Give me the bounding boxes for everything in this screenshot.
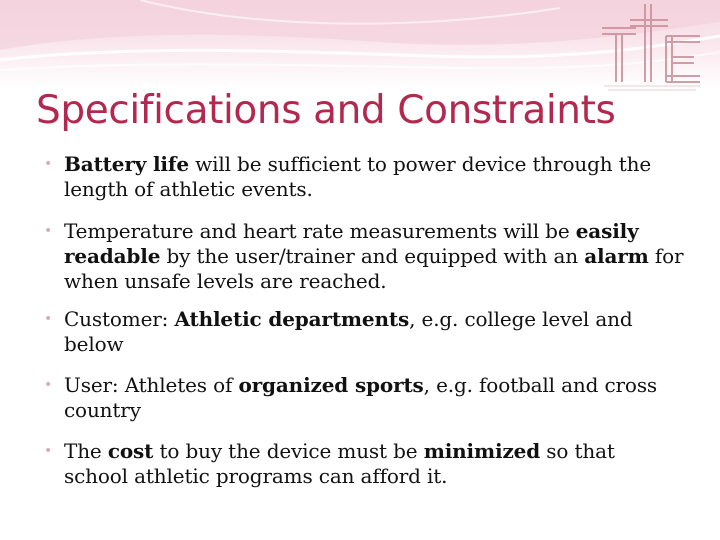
bullet-text: by the user/trainer and equipped with an	[160, 244, 585, 268]
bullet-text-bold: minimized	[423, 439, 541, 463]
bullet-text: , e.g. college level and below	[64, 307, 633, 356]
bullet-dot-icon: •	[44, 443, 53, 459]
bullet-text-bold: cost	[107, 439, 154, 463]
bullet-text-bold: organized sports	[238, 373, 424, 397]
bullet-text: will be sufficient to power device through the length of athletic events.	[64, 152, 652, 201]
bullet-text-bold: alarm	[584, 244, 649, 268]
bullet-text: Customer:	[64, 307, 175, 331]
bullet-text-bold: Athletic departments	[174, 307, 410, 331]
bullet-dot-icon: •	[44, 377, 53, 393]
bullet-item-battery-life	[44, 152, 684, 202]
bullet-dot-icon: •	[44, 223, 53, 239]
bullet-text: The	[64, 439, 108, 463]
bullet-list	[44, 152, 684, 489]
bullet-text: so that school athletic programs can afford it.	[64, 439, 615, 488]
slide-title: Specifications and Constraints	[36, 88, 616, 133]
bullet-dot-icon: •	[44, 311, 53, 327]
bullet-text: Temperature and heart rate measurements will be	[64, 219, 576, 243]
bullet-text: to buy the device must be	[153, 439, 424, 463]
bullet-item-user	[44, 373, 684, 423]
bullet-item-customer	[44, 307, 684, 357]
bullet-dot-icon: •	[44, 156, 53, 172]
tte-logo-icon	[596, 0, 708, 96]
bullet-text-bold: easily readable	[64, 219, 639, 268]
bullet-text: , e.g. football and cross country	[64, 373, 658, 422]
bullet-text-bold: Battery life	[64, 152, 189, 176]
bullet-text: for when unsafe levels are reached.	[64, 244, 684, 293]
bullet-item-temperature-heart-rate	[44, 219, 684, 294]
bullet-text: User: Athletes of	[64, 373, 239, 397]
bullet-item-cost	[44, 439, 684, 489]
